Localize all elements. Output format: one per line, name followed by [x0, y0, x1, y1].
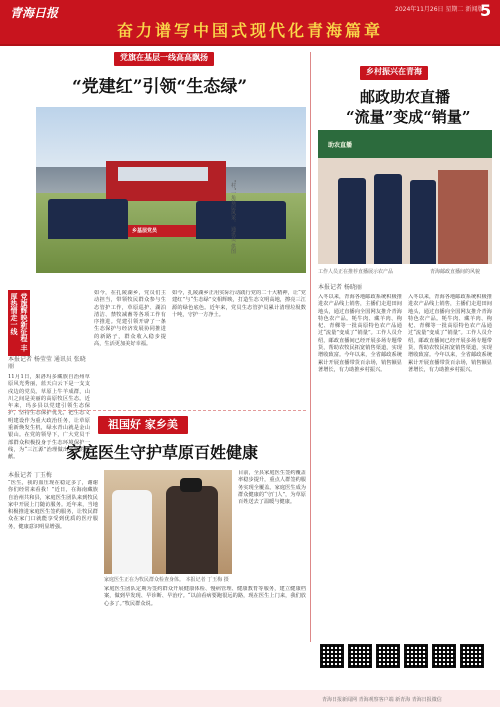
issue-date [395, 4, 483, 13]
newspaper-logo: 青海日报 [10, 6, 59, 20]
article-author-doctor: 本报记者 丁玉梅 [8, 472, 52, 479]
page-footer [0, 690, 500, 707]
photo-caption-doctor: 家庭医生正在为牧民群众检查身体。 本报记者 丁玉梅 摄 [104, 577, 229, 583]
article-author-party: 本报记者 杨莹莹 通讯员 张晓丽 [8, 356, 86, 370]
qr-code-3 [376, 644, 400, 668]
masthead [0, 0, 500, 44]
qr-code-6 [460, 644, 484, 668]
photo-caption-livestream: 青海邮政直播间的风貌 [430, 269, 481, 275]
article-body-party-col2: 如今，在扎陵湖乡，党员们主动担当，带领牧民群众参与生态管护工作，草原巡护、湖泊清洁、禁牧减畜等各项工作有序推进。党建引领开辟了一条生态保护与经济发展协同推进的新路子，群众收入稳步提高，生活更加美好幸福。 [94, 290, 166, 348]
column-divider [310, 52, 311, 642]
article-body-doctor-col1: “医生，我的血压现在稳定多了，谢谢你们经常来看我！”近日，在海南藏族自治州共和县，家庭医生团队来到牧民家中开展上门随访服务。近年来，当地积极推进家庭医生签约服务，让牧民群众在家门口就能享受到优质的医疗服务，健康意识明显增强。 [8, 480, 98, 530]
section-tag-hometown: 祖国好 家乡美 [98, 416, 188, 434]
article-body-rural-col1: 入冬以来，青海各地邮政系统积极推进农产品线上销售，主播们走进田间地头，通过直播向全国网友推介青海特色农产品。牦牛肉、藏羊肉、枸杞、青稞等一批高原特色农产品通过“流量”变成了“销量”。工作人员介绍，邮政直播间已经开展多场专题带货，帮助农牧民拓宽销售渠道，实现增收致富。今年以来，全省邮政系统累计开展直播带货百余场，销售额显著增长，有力助推乡村振兴。 [318, 294, 402, 373]
page-banner: 奋力谱写中国式现代化青海篇章 [116, 21, 383, 40]
qr-code-1 [320, 644, 344, 668]
article-author-rural: 本报记者 杨晓丽 [318, 284, 362, 291]
article-headline-line1: 邮政助农直播 [360, 88, 451, 106]
section-tag-rural: 乡村振兴在青海 [360, 66, 428, 80]
article-photo-herders [36, 107, 306, 273]
article-body-party-col3: 如今，扎陵湖乡正用实际行动践行党的二十大精神，让“党建红”与“生态绿”交相辉映，打造生态文明高地，擦亮三江源的绿色底色。近年来，党员生态管护员累计清理垃圾数十吨，守护一方净土。 [172, 290, 306, 318]
article-headline-line2: “流量”变成“销量” [346, 108, 471, 126]
footer-text: 青海日报新闻网 青海观察客户端 新青海 青海日报微信 [322, 697, 442, 703]
article-headline-party: “党建红”引领“生态绿” [72, 77, 248, 97]
qr-code-5 [432, 644, 456, 668]
photo-caption-livestream-2: 工作人员正在推荐直播展示农产品 [318, 269, 394, 275]
article-body-doctor-col3: 目前，全县家庭医生签约覆盖率稳步提升，重点人群签约服务实现全覆盖。家庭医生成为群众健康的“守门人”，为草原百姓送去了温暖与健康。 [238, 470, 306, 506]
qr-code-2 [348, 644, 372, 668]
page-label: 新闻版 [465, 6, 484, 13]
side-column-tag: 党旗辉映新征程 丰厚热情走一线 [8, 290, 30, 356]
page-number: 5 [480, 1, 492, 20]
article-body-party-col1: 11月1日，果洛玛多藏族自治州草原风光秀丽，蓝天白云下是一支支戍边的党员。草原上牛羊成群，山川之间是美丽的高原牧区生态。近年来，玛多县以党建引领生态保护，坚持生态保护优先，把生态文明建设作为重大政治任务，让草原重新焕发生机，绿水青山就是金山银山。在党的领导下，广大党员干部群众积极投身于生态环境保护一线，为“三江源”治理做出了新的贡献。 [8, 374, 90, 461]
qr-code-4 [404, 644, 428, 668]
article-photo-doctor [104, 470, 232, 574]
banner-in-photo: 乡基层党员 [132, 228, 158, 234]
section-divider [8, 410, 306, 411]
date-text: 2024年11月26日 星期二 [395, 6, 464, 13]
article-headline-doctor: 家庭医生守护草原百姓健康 [66, 443, 259, 462]
article-body-doctor-col2: 家庭医生团队定期为签约群众开展健康体检、慢病管理、健康教育等服务，建立健康档案，做到早发现、早诊断、早治疗。“以前看病要跑很远的路，现在医生上门来，我们放心多了。”牧民群众说。 [104, 586, 306, 607]
article-photo-livestream: 助农直播 [318, 130, 492, 264]
section-tag-party: 党旗在基层一线高高飘扬 [114, 52, 214, 66]
photo-caption-herders: “村”一角基层风采。 通讯员 供图 [230, 180, 236, 254]
article-body-rural-col2: 入冬以来，青海各地邮政系统积极推进农产品线上销售，主播们走进田间地头，通过直播向全国网友推介青海特色农产品。牦牛肉、藏羊肉、枸杞、青稞等一批高原特色农产品通过“流量”变成了“销量”。工作人员介绍，邮政直播间已经开展多场专题带货，帮助农牧民拓宽销售渠道，实现增收致富。今年以来，全省邮政系统累计开展直播带货百余场，销售额显著增长，有力助推乡村振兴。 [408, 294, 492, 373]
header-rule [0, 44, 500, 46]
